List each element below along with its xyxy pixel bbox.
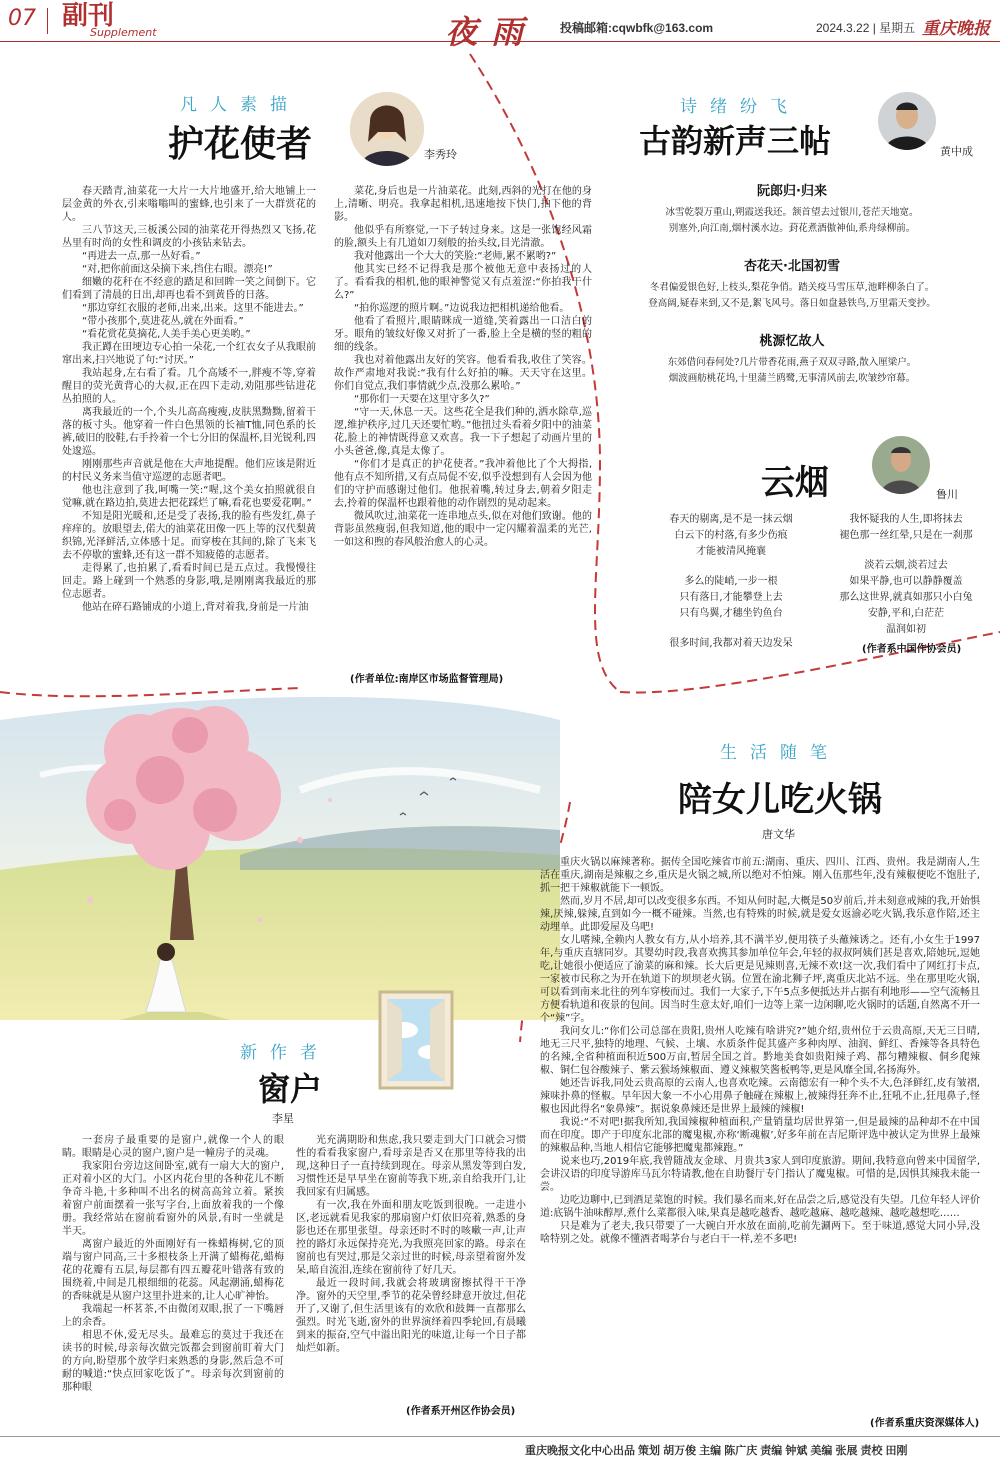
section-name-en: Supplement — [90, 26, 157, 39]
poem-line — [646, 560, 816, 574]
a4-author: 李星 — [272, 1113, 294, 1125]
paragraph: 我问女儿:“你们公司总部在贵阳,贵州人吃辣有啥讲究?”她介绍,贵州位于云贵高原,天无三日晴,地无三尺平,独特的地理、气候、土壤、水质条件促其盛产多种肉厚、油润、鲜红、香辣等各具特色的名辣,全省种植面积近500万亩,暂居全国之首。黔地美食如贵阳辣子鸡、都匀糟辣椒、侗乡爬辣椒、铜仁包谷酸辣子、紫云猴场辣椒面、遵义辣椒笑酱板鸭等,更是风靡全国,名扬海外。 — [540, 1026, 980, 1076]
poem-line: 温润如初 — [886, 624, 926, 635]
paragraph: “再进去一点,那一丛好看。” — [82, 251, 201, 262]
poem-line: 安静,平和,白茫茫 — [867, 608, 945, 619]
a3-poem-left — [646, 512, 816, 652]
paragraph: 离我最近的一个,个头儿高高瘦瘦,皮肤黑黝黝,留着干落的板寸头。他穿着一件白色黑领的长袖T恤,同色系的长裤,破旧的胶鞋,右手拎着一个七分旧的保温杯,目光锐利,四处逡巡。 — [62, 407, 316, 457]
paragraph: 我站起身,左右看了看。几个高矮不一,胖瘦不等,穿着醒目的荧光黄背心的大叔,正在四下走动,劝阻那些钻进花丛拍照的人。 — [62, 368, 316, 405]
paragraph: 不知是阳光暖和,还是受了表扬,我的脸有些发红,鼻子痒痒的。放眼望去,偌大的油菜花田像一匹上等的汉代梨黄织锦,光泽鲜活,立体感十足。而穿梭在其间的,除了飞来飞去不停歇的蜜蜂,还有这一群不知疲倦的志愿者。 — [62, 511, 316, 561]
poem-line: 烟波画舫桃花坞,十里蒲兰鸥鹭,无事清风前去,吹皱纱帘幕。 — [668, 373, 916, 384]
section-name: 副刊 — [62, 1, 115, 31]
a2-author-avatar — [878, 92, 936, 150]
paragraph: 我正蹲在田埂边专心拍一朵花,一个红衣女子从我眼前窜出来,扫兴地说了句:“讨厌。” — [62, 342, 316, 366]
paragraph: 重庆火锅以麻辣著称。据传全国吃辣省市前五:湖南、重庆、四川、江西、贵州。我是湖南人,生活在重庆,湖南是辣椒之乡,重庆是火锅之城,所以绝对不怕辣。刚入伍那些年,没有辣椒便吃不饱肚子,抓一把干辣椒就能下一顿饭。 — [540, 857, 980, 894]
poem-line: 我怀疑我的人生,即将抹去 — [849, 514, 963, 525]
poem-title: 阮郎归·归来 — [757, 184, 827, 199]
paragraph: “拍你巡逻的照片啊。”边说我边把相机递给他看。 — [354, 303, 570, 314]
paragraph: 女儿嗜辣,全赖内人教女有方,从小培养,其不满半岁,便用筷子头蘸辣诱之。还有,小女生于1997年,与重庆直辖同岁。其婴幼时段,我喜欢携其参加单位年会,年轻的叔叔阿姨们甚是喜欢,陪她玩,逗她吃,让她很小便适应了渝菜的麻和辣。长大后更是见辣则喜,无辣不欢!这一次,我们看中了网红打卡点,一家被市民称之为开在轨道下的坝坝老火锅。位置在渝北狮子坪,离重庆北站不远。坐在那里吃火锅,可以看到南来北往的列车穿梭而过。我们一大家子,下午5点多便抵达并占据有利地形——空气流畅且方便看轨道和夜景的包间。因当时生意太好,咱们一边等上菜一边闲聊,吃火锅时的话题,自然离不开一个“辣”字。 — [540, 935, 980, 1024]
a4-kicker: 新作者 — [240, 1043, 330, 1063]
paragraph: 我说:“不对吧!据我所知,我国辣椒种植面积,产量销量均居世界第一,但是最辣的品种却不在中国而在印度。即产于印度东北部的魔鬼椒,亦称‘断魂椒’,好多年前在吉尼斯评选中被认定为世界上最辣的辣椒品种,当地人相信它能够把魔鬼都辣跑。” — [540, 1117, 980, 1154]
a1-author: 李秀玲 — [424, 149, 457, 161]
paragraph: 有一次,我在外面和朋友吃饭到很晚。一走进小区,老远就看见我家的那扇窗户灯依旧亮着,熟悉的身影也还在那里张望。母亲还时不时的咳嗽一声,让声控的路灯永远保持亮光,为我照亮回家的路。母亲在窗前也有哭过,那是父亲过世的时候,母亲望着窗外发呆,暗自流泪,连续在窗前待了好几天。 — [296, 1200, 526, 1276]
poem-line: 冬君偏爱银色好,上枝头,梨花争俏。踏关疫马雪压草,池畔柳条白了。 — [649, 282, 935, 293]
issue-date: 2024.3.22 | 星期五 — [816, 21, 916, 35]
a2-author: 黄中成 — [940, 146, 973, 158]
a5-title: 陪女儿吃火锅 — [678, 780, 882, 820]
poem-line — [826, 544, 986, 558]
paragraph: “那边穿红衣服的老师,出来,出来。这里不能进去。” — [82, 303, 304, 314]
poem-line: 才能被清风掩襄 — [696, 546, 766, 557]
a5-kicker: 生活随笔 — [720, 743, 840, 763]
a4-column-2 — [296, 1134, 526, 1402]
a1-title: 护花使者 — [167, 124, 312, 165]
paragraph: 我端起一杯茗茶,不由微闭双眼,抿了一下嘴唇上的余香。 — [62, 1304, 284, 1328]
a1-kicker: 凡人素描 — [180, 95, 300, 115]
paragraph: 我对他露出一个大大的笑脸:“老师,累不累哟?” — [354, 251, 557, 262]
paragraph: 只是难为了老夫,我只带要了一大碗白开水放在面前,吃前先涮两下。至于味道,感觉大同小异,没啥特别之处。就像不懂酒者喝茅台与老白干一样,差不多吧! — [540, 1221, 980, 1245]
a2-kicker: 诗绪纷飞 — [680, 97, 800, 117]
poem-block — [612, 180, 972, 237]
paragraph: 他似乎有所察觉,一下子转过身来。这是一张饱经风霜的脸,额头上有几道如刀刻般的抬头纹,目光清澈。 — [334, 225, 592, 249]
a3-title: 云烟 — [761, 463, 829, 503]
paragraph: “对,把你前面这朵摘下来,挡住右眼。漂亮!” — [82, 264, 273, 275]
paragraph: “你们才是真正的护花使者。”我冲着他比了个大拇指,他有点不知所措,又有点局促不安,似乎没想到有人会因为他们的守护而感谢过他们。他抿着嘴,转过身去,朝着夕阳走去,拎着的保温杯也跟着他的动作剧烈的晃动起来。 — [334, 459, 592, 509]
portrait-icon — [878, 92, 936, 150]
poem-line: 登高阔,疑春来到,又不是,絮飞风号。落日如盘悬铁鸟,万里霜天变抄。 — [648, 298, 936, 309]
submission-email: 投稿邮箱:cqwbfk@163.com — [560, 21, 714, 35]
paragraph: 我也对着他露出友好的笑容。他看看我,收住了笑容。故作严肃地对我说:“我有什么好拍的嘛。天天守在这里。你们自觉点,我们事情就少点,没那么累哈。” — [334, 355, 592, 392]
blossom-illustration — [0, 680, 560, 1020]
a1-column-1 — [62, 185, 316, 685]
a4-title: 窗户 — [257, 1070, 322, 1108]
paragraph: 最近一段时间,我就会将玻璃窗擦拭得干干净净。窗外的天空里,季节的花朵曾经肆意开放过,但花开了,又谢了,但生活里该有的欢欣和鼓舞一直都那么强烈。时光飞逝,窗外的世界演绎着四季轮回,有晨曦到来的振奋,空气中溢出阳光的味道,让每一个日子都灿烂如新。 — [296, 1278, 526, 1354]
paragraph: 光充满期盼和焦虑,我只要走到大门口就会习惯性的看看我家窗户,看母亲是否又在那里等待我的出现,这种日子一直持续到现在。母亲从黑发等到白发,习惯性还是早早坐在窗前等我下班,亲自给我开门,让我回家有归属感。 — [296, 1135, 526, 1198]
paragraph: 微风吹过,油菜花一连串地点头,似在对他们致谢。他的背影虽然瘦弱,但我知道,他的眼中一定闪耀着温柔的光芒,一如这和煦的春风般治愈人的心灵。 — [334, 511, 592, 548]
paragraph: 菜花,身后也是一片油菜花。此刻,西斜的光打在他的身上,清晰、明亮。我拿起相机,迅速地按下快门,拍下他的背影。 — [334, 186, 592, 223]
paragraph: 相思不休,爱无尽头。最难忘的莫过于我还在读书的时候,母亲每次做完饭都会到窗前盯着大门的方向,盼望那个放学归来熟悉的身影,然后急不可耐的喊道:“快点回家吃饭了”。母亲每次到窗前的那种眼 — [62, 1330, 284, 1393]
poem-title: 桃源忆故人 — [759, 334, 825, 349]
poem-line: 冰雪乾裂万重山,朔霞送我还。颔首望去过银川,苍茫天地宽。 — [665, 207, 919, 218]
window-illustration — [378, 990, 454, 1090]
poem-line: 那么这世界,就真如那只小白兔 — [839, 592, 973, 603]
paragraph: 三八节这天,三板溪公园的油菜花开得热烈又飞扬,花丛里有时尚的女性和调皮的小孩钻来钻去。 — [62, 225, 316, 249]
page-number: 07 — [8, 6, 36, 31]
paragraph: 我家阳台旁边这间卧室,就有一扇大大的窗户,正对着小区的大门。小区内花台里的各种花儿不断争奇斗艳,十多种叫不出名的树高高耸立着。紧挨着窗户前面摆着一张写字台,上面放着我的一个像册。我经常站在窗前看窗外的风景,有时一坐就是半天。 — [62, 1161, 284, 1237]
paragraph: “守一天,休息一天。这些花全是我们种的,洒水除草,巡逻,维护秩序,过几天还要忙哟。”他扭过头看着夕阳中的油菜花,脸上的神情既得意又欢喜。我一下子想起了动画片里的小头爸爸,像,真是太像了。 — [334, 407, 592, 457]
poem-block — [612, 330, 972, 387]
poem-line: 褪色那一丝红晕,只是在一刹那 — [839, 530, 973, 541]
header-divider — [47, 8, 48, 34]
poem-line — [646, 622, 816, 636]
a5-credit: (作者系重庆资深媒体人) — [870, 1418, 980, 1429]
poem-line: 多么的陡峭,一步一根 — [684, 576, 778, 587]
paragraph: “带小孩那个,莫进花丛,就在外面看。” — [82, 316, 244, 327]
paragraph: 他其实已经不记得我是那个被他无意中表扬过的人了。看看我的相机,他的眼神警觉又有点羞涩:“你拍我干什么?” — [334, 264, 592, 301]
poem-block — [612, 255, 972, 312]
poem-line: 白云下的村落,有多少伤痕 — [674, 530, 788, 541]
a1-credit: (作者单位:南岸区市场监督管理局) — [350, 674, 504, 685]
paragraph: 他站在碎石路铺成的小道上,背对着我,身前是一片油 — [82, 602, 309, 613]
paragraph: 她还告诉我,同处云贵高原的云南人,也喜欢吃辣。云南德宏有一种个头不大,色泽鲜红,皮有皱褶,辣味扑鼻的怪椒。早年因大象一不小心用鼻子触碰在辣椒上,被辣得狂奔不止,狂吼不止,狂甩鼻子,怪椒也因此得名“象鼻辣”。据说象鼻辣还是世界上最辣的辣椒! — [540, 1078, 980, 1115]
a2-title: 古韵新声三帖 — [638, 122, 831, 160]
poem-title: 杏花天·北国初雪 — [744, 259, 840, 274]
paragraph: 边吃边聊中,已到酒足菜饱的时候。我们暴名而来,好在品尝之后,感觉没有失望。几位年轻人评价道:底锅牛油味醇厚,煮什么菜都很入味,果真是越吃越香、越吃越麻、越吃越辣、越吃越想吃…… — [540, 1195, 980, 1219]
a1-author-avatar — [350, 92, 424, 166]
portrait-icon — [872, 436, 930, 494]
paragraph: 他也注意到了我,呵嘴一笑:“喔,这个美女拍照就很自觉嘛,就在路边拍,莫进去把花踩烂了嘛,看花也要爱花啊。” — [62, 485, 316, 509]
a2-poems — [612, 180, 972, 405]
paragraph: 细嫩的花秆在不经意的踏足和回眸一笑之间倒下。它们看到了清晨的日出,却再也看不到黄昏的日落。 — [62, 277, 316, 301]
paragraph: “那你们一天要在这里守多久?” — [354, 394, 490, 405]
a5-author: 唐文华 — [762, 829, 795, 841]
paragraph: 走得累了,也拍累了,看看时间已是五点过。我慢慢往回走。路上碰到一个熟悉的身影,哦,是刚刚离我最近的那位志愿者。 — [62, 563, 316, 600]
poem-line: 别塞外,向江南,烟村溪水边。葑花煮酒傲神仙,系舟绿柳前。 — [668, 223, 916, 234]
poem-line: 很多时间,我都对着天边发呆 — [669, 638, 793, 649]
a1-column-2 — [334, 185, 592, 665]
poem-line: 只有鸟翼,才穗坐钓鱼台 — [679, 608, 783, 619]
poem-line: 东郊借问春何处?几片带香花雨,燕子双双寻路,散入厘梁户。 — [667, 357, 917, 368]
paragraph: “看花赏花莫摘花,人美手美心更美哟。” — [82, 329, 251, 340]
a3-author: 鲁川 — [936, 489, 958, 501]
poem-line: 只有落日,才能攀登上去 — [679, 592, 783, 603]
paragraph: 春天踏青,油菜花一大片一大片地盛开,给大地铺上一层金黄的外衣,引来嗡嗡叫的蜜蜂,也引来了一大群赏花的人。 — [62, 186, 316, 223]
paragraph: 一套房子最重要的是窗户,就像一个人的眼睛。眼睛是心灵的窗户,窗户是一幢房子的灵魂。 — [62, 1135, 284, 1159]
a4-column-1 — [62, 1134, 284, 1419]
a3-poem-right — [826, 512, 986, 638]
paragraph: 他看了看照片,眼睛眯成一道缝,笑着露出一口洁白的牙。眼角的皱纹好像又对折了一番,脸上全是横的竖的粗的细的线条。 — [334, 316, 592, 353]
paragraph: 然而,岁月不居,却可以改变很多东西。不知从何时起,大概是50岁前后,并未刻意戒辣的我,开始惧辣,厌辣,躲辣,直到如今一概不碰辣。当然,也有特殊的时候,就是爱女返渝必吃火锅,我乐意作陪,还主动埋单。此即爱屋及乌吧! — [540, 896, 980, 933]
newspaper-brand: 重庆晚报 — [922, 19, 990, 39]
a5-body — [540, 856, 980, 1412]
paragraph: 离窗户最近的外面刚好有一株蜡梅树,它的顶端与窗户同高,三十多根枝条上开满了蜡梅花,蜡梅花的花瓣有五层,每层都有四五瓣花叶错落有致的围绕着,中间是几根细细的花蕊。风起潮涌,蜡梅花的香味就是从窗户这里扑进来的,让人心旷神怡。 — [62, 1239, 284, 1302]
masthead-title: 夜雨 — [445, 13, 538, 51]
paragraph: 说来也巧,2019年底,我曾随战友金球、月贵共3家人到印度旅游。期间,我特意向曾来中国留学,会讲汉语的印度导游库马瓦尔特请教,他在自助餐厅专门指认了魔鬼椒。可惜的是,因惧其辣我未能一尝。 — [540, 1156, 980, 1193]
poem-line: 如果平静,也可以静静覆盖 — [849, 576, 963, 587]
poem-line: 淡若云烟,淡若过去 — [864, 560, 948, 571]
paragraph: 刚刚那些声音就是他在大声地提醒。他们应该是附近的村民义务来当值守巡逻的志愿者吧。 — [62, 459, 316, 483]
a3-credit: (作者系中国作协会员) — [862, 644, 962, 655]
portrait-icon — [350, 92, 424, 166]
a4-credit: (作者系开州区作协会员) — [406, 1406, 516, 1417]
a3-author-avatar — [872, 436, 930, 494]
poem-line: 春天的剔离,是不是一抹云烟 — [669, 514, 793, 525]
page-footer: 重庆晚报文化中心出品 策划 胡万俊 主编 陈广庆 责编 钟斌 美编 张展 责校 田刚 — [0, 1436, 1000, 1458]
